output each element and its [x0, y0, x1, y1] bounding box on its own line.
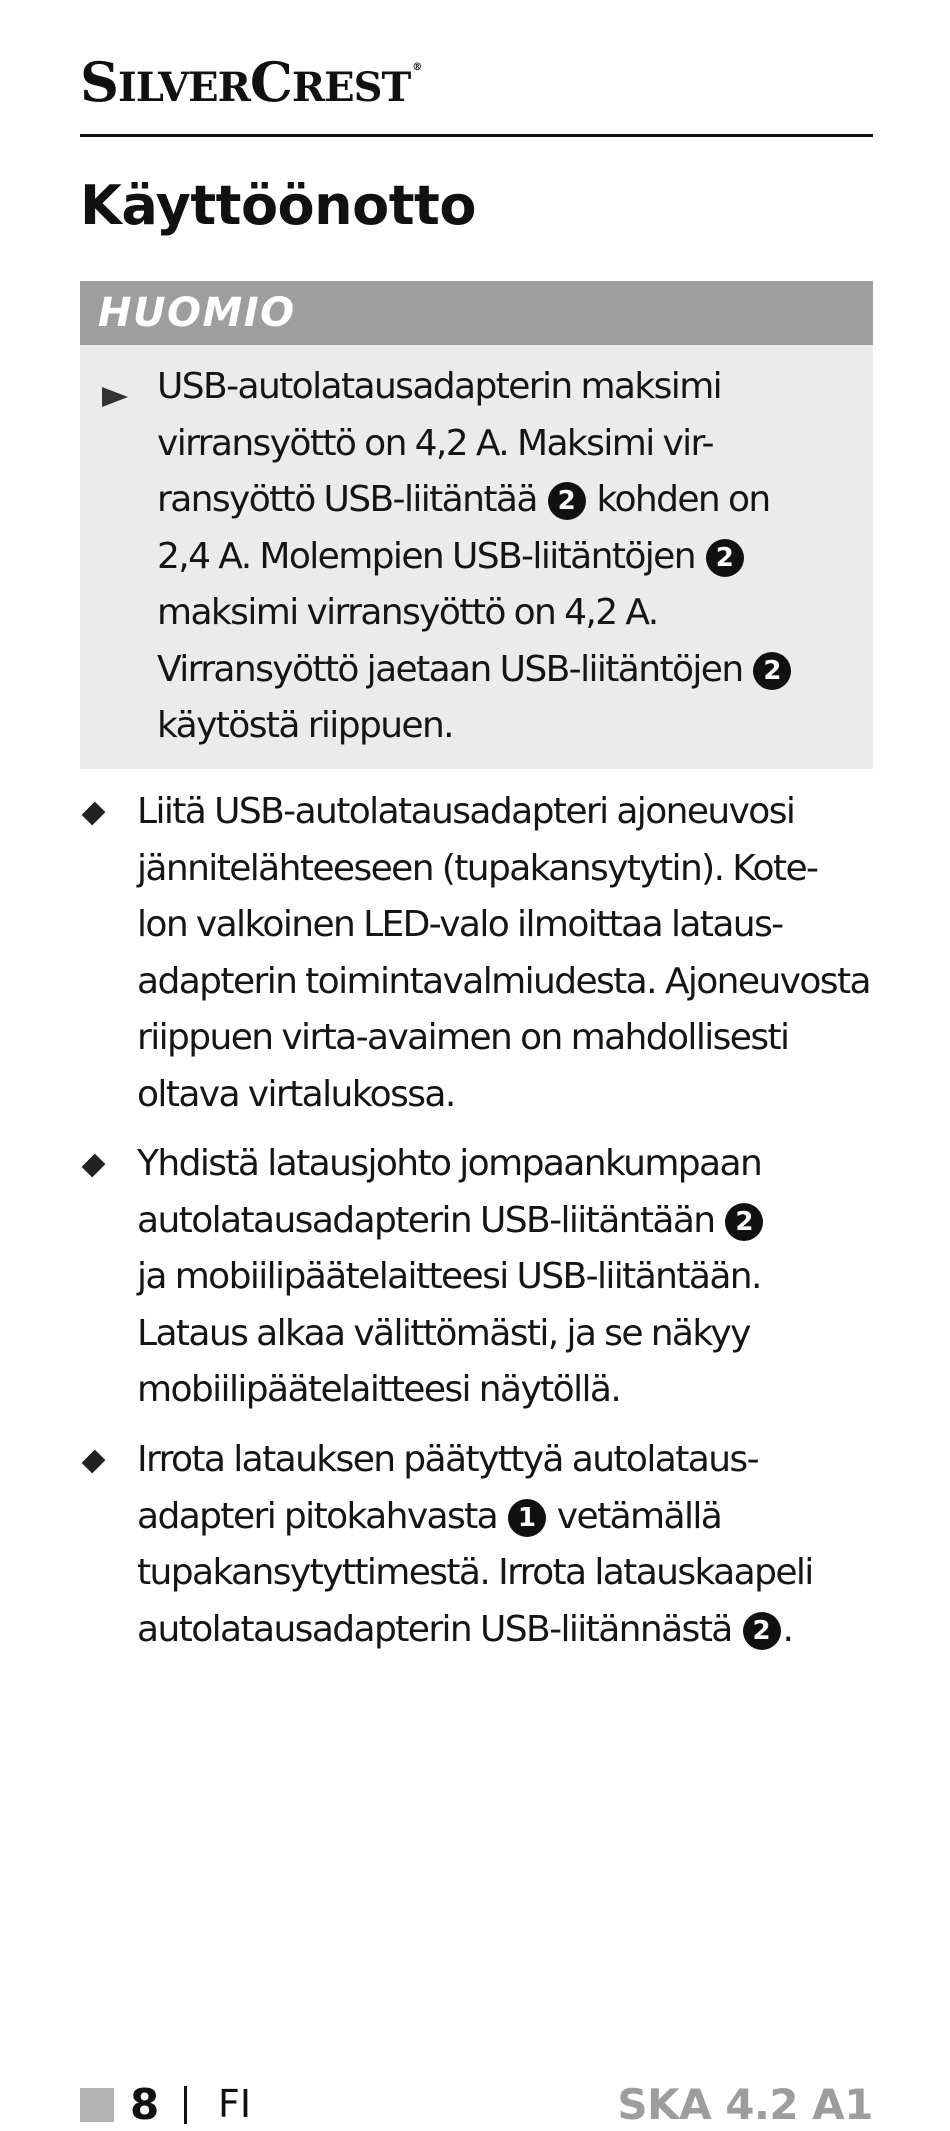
text-line: Irrota latauksen päätyttyä autolataus-	[137, 1439, 758, 1480]
text-line: maksimi virransyöttö on 4,2 A.	[157, 592, 658, 633]
reference-number-badge: 2	[725, 1203, 763, 1241]
notice-header	[80, 281, 873, 345]
text-line: autolatausadapterin USB-liitäntään 2	[137, 1193, 880, 1250]
text-line: tupakansytyttimestä. Irrota latauskaapeli	[137, 1552, 813, 1593]
text-line: oltava virtalukossa.	[137, 1073, 455, 1115]
list-item-text	[137, 784, 880, 1123]
header-rule	[80, 134, 873, 137]
text-line: Yhdistä latausjohto jompaankumpaan	[137, 1143, 762, 1184]
text-line: autolatausadapterin USB-liitännästä 2 .	[137, 1608, 793, 1650]
text-line: virransyöttö on 4,2 A. Maksimi vir-	[157, 422, 713, 464]
text-line: lon valkoinen LED-valo ilmoittaa lataus-	[137, 904, 783, 945]
diamond-bullet-icon	[82, 1154, 106, 1178]
text-line: adapteri pitokahvasta 1 vetämällä	[137, 1495, 722, 1537]
text-line: 2,4 A. Molempien USB-liitäntöjen 2	[157, 529, 862, 586]
text-line: ja mobiilipäätelaitteesi USB-liitäntään.	[137, 1256, 761, 1297]
diamond-bullet-icon	[82, 1450, 106, 1474]
notice-label: HUOMIO	[98, 290, 296, 336]
arrow-icon	[102, 387, 128, 407]
language-code: FI	[218, 2082, 252, 2126]
reference-number-badge: 1	[508, 1499, 546, 1537]
brand-logo: SILVERCREST ®	[80, 50, 422, 114]
text-line: riippuen virta-avaimen on mahdollisesti	[137, 1017, 789, 1058]
list-item	[80, 784, 880, 1136]
text-line: USB-autolatausadapterin maksimi	[157, 366, 722, 407]
text-line: Liitä USB-autolatausadapteri ajoneuvosi	[137, 791, 795, 832]
text-line: Virransyöttö jaetaan USB-liitäntöjen 2	[157, 642, 862, 699]
text-line: käytöstä riippuen.	[157, 705, 454, 746]
text-line: ransyöttö USB-liitäntää 2 kohden on	[157, 479, 770, 520]
footer-divider	[184, 2086, 187, 2124]
text-line: adapterin toimintavalmiudesta. Ajoneuvosta	[137, 960, 870, 1002]
page-number: 8	[130, 2080, 160, 2129]
notice-box	[80, 281, 873, 769]
text-line: jännitelähteeseen (tupakansytytin). Kote-	[137, 847, 818, 889]
footer-square-icon	[80, 2088, 114, 2122]
diamond-bullet-icon	[82, 802, 106, 826]
list-item-text	[137, 1136, 880, 1419]
notice-text	[157, 359, 862, 755]
list-item-text	[137, 1432, 880, 1658]
reference-number-badge: 2	[753, 652, 791, 690]
list-item	[80, 1432, 880, 1672]
instruction-list	[80, 784, 880, 1672]
reference-number-badge: 2	[706, 539, 744, 577]
reference-number-badge: 2	[548, 482, 586, 520]
text-line: mobiilipäätelaitteesi näytöllä.	[137, 1369, 621, 1410]
model-number: SKA 4.2 A1	[617, 2080, 873, 2129]
reference-number-badge: 2	[743, 1612, 781, 1650]
page-title: Käyttöönotto	[80, 174, 476, 237]
page-footer	[80, 2080, 873, 2129]
list-item	[80, 1136, 880, 1432]
text-line: Lataus alkaa välittömästi, ja se näkyy	[137, 1312, 750, 1354]
